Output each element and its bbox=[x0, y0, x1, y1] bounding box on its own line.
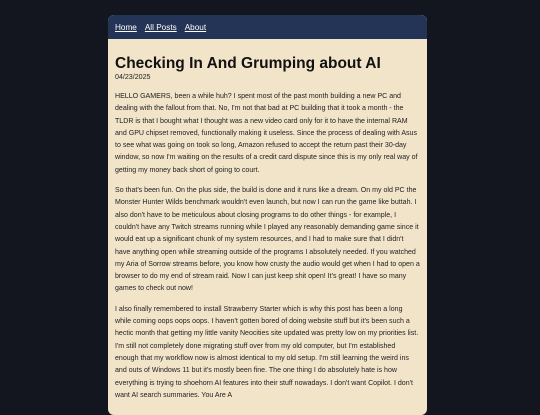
post-date: 04/23/2025 bbox=[115, 73, 151, 81]
post-content bbox=[108, 55, 427, 402]
blog-window bbox=[108, 15, 427, 415]
post-paragraph: I also finally remembered to install Strawberry Starter which is why this post has been a long while coming oops oops oops. I haven't gotten bored of doing website stuff but it's been such a hectic month that getting my little vanity Neocities site updated was pretty low on my priorities list. I'm still not completely done migrating stuff over from my old computer, but I'm established enough that my workflow now is almost identical to my old setup. I'm still learning the weird ins and outs of Windows 11 but it's mostly been fine. The one thing I do absolutely hate is how everything is trying to shoehorn AI features into their stuff nowadays. I don't want Copilot. I don't want AI search summaries. You Are A bbox=[115, 305, 419, 399]
post-paragraph: HELLO GAMERS, been a while huh? I spent most of the past month building a new PC and dealing with the fallout from that. No, I'm not that bad at PC building that it took a month - the TLDR is that I bought what I thought was a new video card only for it to have the internal RAM and GPU chipset removed, functionally making it useless. Since the process of dealing with Asus to see what was going on took so long, Amazon refused to accept the return past their 30-day window, so now I'm waiting on the results of a credit card dispute since this is my only real way of getting my money back short of going to court. bbox=[115, 93, 418, 174]
post-title: Checking In And Grumping about AI bbox=[115, 55, 381, 72]
nav-link-about[interactable]: About bbox=[184, 22, 207, 32]
nav-link-all-posts[interactable]: All Posts bbox=[144, 22, 177, 32]
top-navbar bbox=[108, 15, 427, 39]
nav-link-home[interactable]: Home bbox=[115, 22, 137, 32]
post-paragraph: So that's been fun. On the plus side, the build is done and it runs like a dream. On my old PC the Monster Hunter Wilds benchmark wouldn't even launch, but now I can run the game like buttah. I also don't have to be meticulous about closing programs to do other things - for example, I couldn't have any Twitch streams running while I played any reasonably demanding game since it would eat up a significant chunk of my system resources, and I had to make sure that I didn't have anything open while streaming outside of the programs I absolutely needed. If you watched my Aria of Sorrow streams before, you know how crusty the audio would get when I had to open a browser to do my end of stream raid. Now I can just keep shit open! It's great! I have so many games to check out now! bbox=[115, 187, 420, 293]
